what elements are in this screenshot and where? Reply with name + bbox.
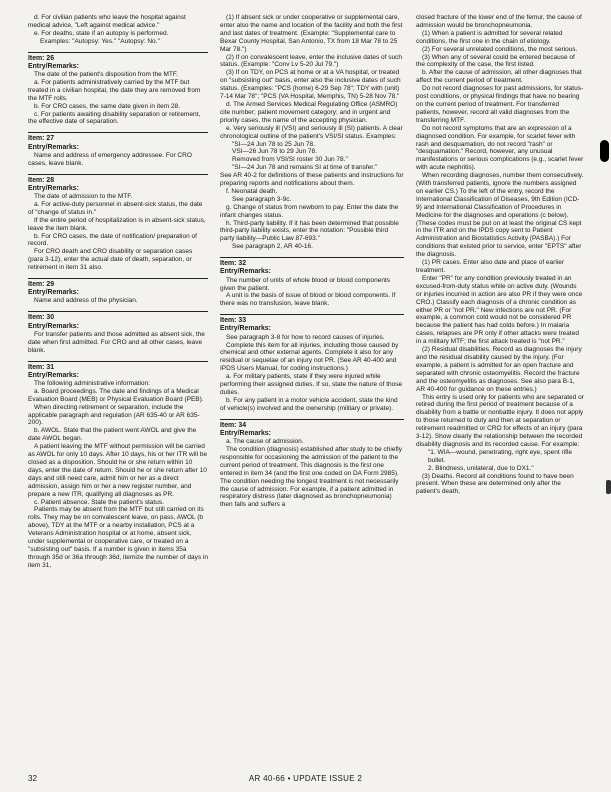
- paragraph: If the entire period of hospitalization is in absent-sick status, leave the item blank.: [28, 216, 206, 232]
- entry-remarks-label: Entry/Remarks:: [220, 268, 271, 276]
- entry-remarks-label: Entry/Remarks:: [28, 143, 79, 151]
- indented-line: "SI—24 Jun 78 to 25 Jun 78.: [232, 140, 315, 148]
- paragraph: b. After the cause of admission, all other diagnoses that affect the current period of treatment.: [416, 69, 582, 85]
- paragraph: b. For any patient in a motor vehicle accident, state the kind of vehicle(s) involved and the ownership (military or private).: [220, 396, 398, 412]
- item-heading: [28, 174, 208, 193]
- edge-mark: [606, 480, 611, 494]
- paragraph: (3) When any of several could be entered because of the complexity of the case, the first listed.: [416, 53, 575, 69]
- paragraph: g. Change of status from newborn to pay. Enter the date the infant changes status.: [220, 203, 399, 219]
- column-left: [28, 14, 208, 762]
- paragraph: c. For patients awaiting disability separation or retirement, the effective date of separation.: [28, 110, 201, 126]
- column-middle: [220, 14, 404, 762]
- entry-remarks-label: Entry/Remarks:: [28, 289, 79, 297]
- paragraph: e. For deaths, state if an autopsy is performed.: [34, 29, 169, 37]
- paragraph: The following administrative information:: [34, 379, 150, 387]
- indented-line: See paragraph 2, AR 40-16.: [232, 243, 313, 251]
- item-heading: [28, 278, 208, 297]
- paragraph: (2) If on convalescent leave, enter the inclusive dates of such status. (Example: "Conv Lv 5-20 Jul 79."): [220, 53, 402, 69]
- paragraph: Enter "PR" for any condition previously treated in an excused-from-duty status while on active duty. (Wounds or injuries incurred in action are also PR if they were once CRO.) Classify each diagnosis of a chronic condition as either PR or "not PR." New infections are not PR. (For example, a common cold would not be considered PR because the patient has had colds before.) In malaria cases, relapses are PR only if other attacks were treated in a military MTF; the first attack treated is "not PR.": [416, 274, 583, 346]
- paragraph: a. Board proceedings. The date and findings of a Medical Evaluation Board (MEB) or Physical Evaluation Board (PEB).: [28, 387, 204, 403]
- entry-remarks-label: Entry/Remarks:: [220, 325, 271, 333]
- page-number: 32: [28, 774, 37, 783]
- entry-remarks-label: Entry/Remarks:: [28, 62, 79, 70]
- paragraph: a. For military patients, state if they were injured while performing their assigned duties. If so, state the nature of those duties.: [220, 373, 403, 396]
- indented-line: Examples: "Autopsy: Yes." "Autopsy: No.": [40, 37, 160, 45]
- item-number: Item: 26: [28, 54, 55, 62]
- column-right: [416, 14, 584, 762]
- paragraph: For transfer patients and those admitted as absent sick, the date when first admitted. For CRO and all other cases, leave blank.: [28, 330, 205, 354]
- paragraph: b. AWOL. State that the patient went AWOL and give the date AWOL began.: [28, 427, 197, 443]
- paragraph: a. For active-duty personnel in absent-sick status, the date of "change of status in.": [28, 200, 203, 216]
- entry-remarks-label: Entry/Remarks:: [28, 322, 79, 330]
- item-number: Item: 28: [28, 176, 55, 184]
- paragraph: See paragraph 3-8 for how to record causes of injuries.: [226, 333, 385, 341]
- paragraph: Patients may be absent from the MTF but still carried on its rolls. They may be on convalescent leave, on pass, AWOL (b above), TDY at the MTF or a nearby installation, PCS at a Veterans Administration hospital or at home, absent sick, under supplemental or cooperative care, or treated on a "subsisting out" basis. If a number is given in items 35a through 35d or 36a through 36d, itemize the number of days in item 31,: [28, 506, 208, 569]
- paragraph: c. Patient absence. State the patient's status.: [34, 498, 164, 506]
- paragraph: e. Very seriously ill (VSI) and seriously ill (SI) patients. A clear chronological outline of the patient's VSI/SI status. Examples:: [220, 124, 403, 140]
- paragraph: (3) Deaths. Record all conditions found to have been present. When these are determined only after the patient's death,: [416, 472, 574, 496]
- indented-line: "1. WIA—wound, penetrating, right eye, spent rifle bullet.: [428, 448, 572, 464]
- paragraph: Name and address of emergency addressee. For CRO cases, leave blank.: [28, 151, 192, 167]
- item-heading: [220, 314, 404, 333]
- item-number: Item: 31: [28, 363, 55, 371]
- paragraph: (2) For several unrelated conditions, the most serious.: [422, 45, 578, 53]
- paragraph: b. For CRO cases, the date of notification/ preparation of record.: [28, 232, 197, 248]
- footer-title: AR 40-66 • UPDATE ISSUE 2: [248, 774, 363, 783]
- paragraph: A unit is the basis of issue of blood or blood components. If there was no transfusion, leave blank.: [220, 292, 396, 308]
- paragraph: (1) When a patient is admitted for several related conditions, the first one in the chain of etiology.: [416, 29, 563, 45]
- item-number: Item: 34: [220, 421, 247, 429]
- paragraph: (1) PR cases. Enter also date and place of earlier treatment.: [416, 259, 564, 274]
- paragraph: a. The cause of admission.: [226, 438, 304, 446]
- paragraph: (3) If on TDY, on PCS at home or at a VA hospital, or treated on "subsisting out" basis, enter also the inclusive dates of such status. (Examples: "PCS (home) 6-29 Sep 78"; TDY with (unit) 7-14 Mar 78"; "PCS (VA Hospital, Memphis, TN) 5-28 Nov 78.": [220, 69, 401, 101]
- paragraph: Do not record symptoms that are an expression of a diagnosed condition. For example, for scarlet fever with rash and desquamation, do not record "rash" or "desquamation." Record, however, any unusual manifestations or serious complications (e.g., scarlet fever with acute nephritis).: [416, 124, 584, 172]
- entry-remarks-label: Entry/Remarks:: [28, 184, 79, 192]
- paragraph: Do not record diagnoses for past admissions, for status-post conditions, or physical findings that have no bearing on the current period of treatment. For transferred patients, however, record all valid diagnoses from the transferring MTF.: [416, 85, 584, 124]
- paragraph: The date of the patient's disposition from the MTF.: [34, 71, 178, 79]
- entry-remarks-label: Entry/Remarks:: [28, 371, 79, 379]
- paragraph: A patient leaving the MTF without permission will be carried as AWOL for only 10 days. After 10 days, his or her ITR will be closed as a disposition. Should he or she return within 10 days, enter the date of return. Should he or she return after 10 days and still need care, admit him or her as a direct admission, assign him or her a new register number, and prepare a new ITR, qualifying all diagnoses as PR.: [28, 443, 208, 498]
- item-number: Item: 32: [220, 260, 247, 268]
- item-heading: [28, 52, 208, 71]
- paragraph: (1) If absent sick or under cooperative or supplemental care, enter also the name and location of the facility and both the first and last dates of treatment. (Example: "Supplemental care to Bexar County Hospital, San Antonio, TX from 18 Mar 78 to 25 Mar 78."): [220, 14, 403, 53]
- paragraph: When directing retirement or separation, include the applicable paragraph and regulation (AR 635-40 or AR 635-200).: [28, 403, 200, 427]
- paragraph: b. For CRO cases, the same date given in item 28.: [34, 102, 180, 110]
- paragraph: The condition (diagnosis) established after study to be chiefly responsible for occasioning the admission of the patient to the current period of treatment. This diagnosis is the first one entered in item 34 (and the first one coded on DA Form 2985). The condition needing the longest treatment is not necessarily the cause of admission. For example, if a patient admitted in respiratory distress (later diagnosed as bronchopneumonia) then falls and suffers a: [220, 446, 402, 509]
- indented-line: "SI—24 Jun 78 and remains SI at time of transfer.": [232, 164, 378, 172]
- paragraph: The date of admission to the MTF.: [34, 193, 133, 200]
- paragraph: d. For civilian patients who leave the hospital against medical advice, "Left against medical advice.": [28, 14, 186, 29]
- item-heading: [220, 257, 404, 276]
- indented-line: Removed from VSI/SI roster 30 Jun 78.": [232, 156, 348, 164]
- entry-remarks-label: Entry/Remarks:: [220, 429, 271, 437]
- paragraph: d. The Armed Services Medical Regulating Office (ASMRO) cite number; patient movement category; and in urgent and priority cases, the name of the accepting physician.: [220, 100, 398, 124]
- paragraph: a. For patients administratively carried by the MTF but treated in a civilian hospital, the date they are removed from the MTF rolls.: [28, 78, 201, 102]
- item-heading: [28, 361, 208, 380]
- indented-line: See paragraph 3-9c.: [232, 195, 292, 203]
- paragraph: f. Neonatal death.: [226, 187, 278, 195]
- item-number: Item: 30: [28, 314, 55, 322]
- paragraph: closed fracture of the lower end of the femur, the cause of admission would be bronchopneumonia.: [416, 14, 582, 29]
- binder-hole: [600, 140, 609, 162]
- item-heading: [28, 311, 208, 330]
- indented-line: 2. Blindness, unilateral, due to DX1.": [428, 464, 534, 472]
- indented-line: VSI—26 Jun 78 to 29 Jun 78.: [232, 148, 317, 156]
- paragraph: Name and address of the physician.: [34, 297, 138, 305]
- item-number: Item: 29: [28, 281, 55, 289]
- paragraph: The number of units of whole blood or blood components given the patient.: [220, 276, 391, 292]
- item-heading: [28, 132, 208, 151]
- paragraph: For CRO death and CRO disability or separation cases (para 3-12), enter the actual date of death, separation, or retirement in item 31 also.: [28, 248, 193, 272]
- page-footer: [0, 775, 611, 787]
- paragraph: See AR 40-2 for definitions of these patients and instructions for preparing reports and notifications about them.: [220, 172, 404, 188]
- paragraph: This entry is used only for patients who are separated or retired during the first period of treatment because of a disability from a battle or nonbattle injury. It does not apply to those returned to duty and then at separation or retirement readmitted or CRO for effects of an injury (para 3-12). Show clearly the relationship between the recorded disability diagnosis and its recorded cause. For example:: [416, 393, 584, 448]
- paragraph: When recording diagnoses, number them consecutively. (With transferred patients, ignore the numbers assigned on earlier CS.) To the left of the entry, record the International Classification of Diseases, 9th Edition (ICD-9) and International Classification of Procedures in Medicine for the diagnoses and operations (c below). (These codes must be put on at least the original CS kept in the ITR and on the IPDS copy sent to Patient Administration and Biostatistics Activity (PASBA).) For conditions that existed prior to service, enter "EPTS" after the diagnosis.: [416, 172, 584, 259]
- item-heading: [220, 419, 404, 438]
- item-number: Item: 33: [220, 317, 247, 325]
- paragraph: Complete this item for all injuries, including those caused by chemical and other external agents. Complete it also for any residual or sequelae of an injury not PR. (See AR 40-400 and IPDS Users Manual, for coding instructions.): [220, 341, 399, 373]
- paragraph: h. Third-party liability. If it has been determined that possible third-party liability exists, enter the notation: "Possible third party liability—Public Law 87-693.": [220, 219, 399, 243]
- item-number: Item: 27: [28, 135, 55, 143]
- paragraph: (2) Residual disabilities. Record as diagnoses the injury and the residual disability caused by the injury. (For example, a patient is admitted for an open fracture and separated with chronic osteomyelitis. Record the fracture and the osteomyelitis as diagnoses. See also para B-1, AR 40-400 for guidance on these entries.): [416, 346, 582, 393]
